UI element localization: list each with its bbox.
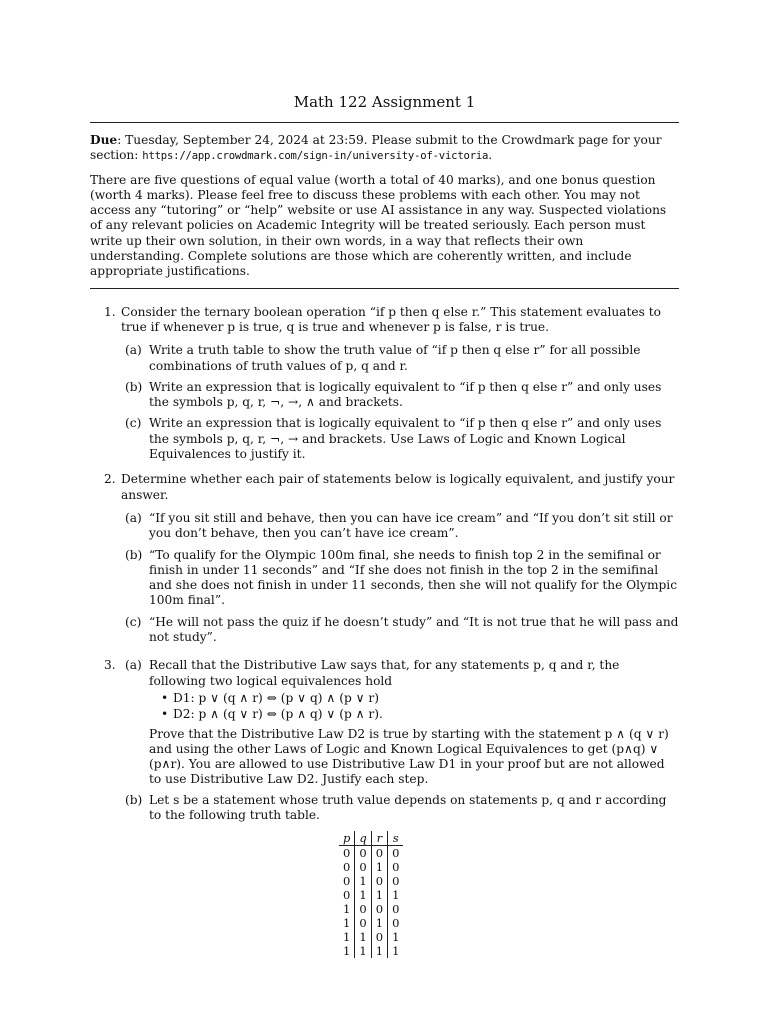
question-2-parts <box>121 511 679 645</box>
question-text: Determine whether each pair of statements below is logically equivalent, and justify your answer. <box>121 472 675 502</box>
table-cell: 1 <box>339 902 355 916</box>
assignment-info <box>90 133 679 280</box>
table-cell: 0 <box>339 860 355 874</box>
question-1 <box>90 305 679 463</box>
part-label: (a) <box>125 658 142 673</box>
table-cell: 0 <box>355 902 371 916</box>
part-text: Let s be a statement whose truth value depends on statements p, q and r according to the following truth table. <box>149 792 667 822</box>
table-cell: 1 <box>392 888 400 903</box>
truth-table-header-row <box>339 831 403 846</box>
truth-table <box>339 831 403 958</box>
table-cell: 0 <box>392 874 400 889</box>
table-cell: 1 <box>339 944 355 958</box>
part-text: “If you sit still and behave, then you can have ice cream” and “If you don’t sit still or you don’t behave, then you can’t have ice cream”. <box>149 510 673 541</box>
table-cell: 1 <box>371 916 387 930</box>
due-period: . <box>488 148 493 163</box>
truth-table-body <box>339 846 403 959</box>
table-cell: 0 <box>371 902 387 916</box>
crowdmark-link[interactable]: https://app.crowdmark.com/sign-in/university-of-victoria <box>142 150 489 163</box>
table-cell: 1 <box>371 860 387 874</box>
page-title: Math 122 Assignment 1 <box>293 93 476 111</box>
header-r: r <box>371 831 387 846</box>
table-cell: 1 <box>355 874 371 888</box>
part-2a <box>121 511 679 542</box>
table-row <box>339 846 403 861</box>
part-text: Write an expression that is logically equivalent to “if p then q else r” and only uses the symbols p, q, r, ¬, →, ∧ and brackets. <box>149 379 662 410</box>
header-q: q <box>355 831 371 846</box>
table-cell: 0 <box>339 888 355 902</box>
question-3 <box>90 658 679 958</box>
question-number: 2. <box>104 472 116 487</box>
part-text: “He will not pass the quiz if he doesn’t study” and “It is not true that he will pass and not study”. <box>149 614 679 645</box>
part-label: (c) <box>125 614 142 629</box>
due-paragraph <box>90 133 679 165</box>
table-row <box>339 888 403 902</box>
table-cell: 0 <box>355 916 371 930</box>
header-s: s <box>388 831 404 846</box>
table-row <box>339 902 403 916</box>
part-label: (b) <box>125 379 143 394</box>
top-divider <box>90 122 679 123</box>
part-1b <box>121 380 679 411</box>
table-cell: 1 <box>339 916 355 930</box>
document-page <box>90 0 679 958</box>
table-cell: 1 <box>355 944 371 958</box>
law-d2 <box>149 707 679 722</box>
table-cell: 1 <box>339 930 355 944</box>
table-cell: 1 <box>355 888 371 902</box>
intro-paragraph: There are five questions of equal value (worth a total of 40 marks), and one bonus question (worth 4 marks). Please feel free to discuss these problems with each other. You may not access any “tutoring” or “help” website or use AI assistance in any way. Suspected violations of any relevant policies on Academic Integrity will be treated seriously. Each person must write up their own solution, in their own words, in a way that reflects their own understanding. Complete solutions are those which are coherently written, and include appropriate justifications. <box>90 172 667 279</box>
table-cell: 0 <box>392 860 400 875</box>
table-cell: 0 <box>355 846 371 861</box>
table-cell: 0 <box>371 874 387 888</box>
table-cell: 1 <box>392 944 400 959</box>
question-number: 1. <box>104 304 116 319</box>
table-cell: 1 <box>392 930 400 945</box>
distributive-law-list <box>149 691 679 723</box>
table-cell: 1 <box>355 930 371 944</box>
table-cell: 1 <box>371 944 387 958</box>
part-1a <box>121 343 679 374</box>
table-row <box>339 860 403 874</box>
question-2 <box>90 472 679 645</box>
due-label: Due <box>90 133 118 147</box>
part-text: Recall that the Distributive Law says that, for any statements p, q and r, the following two logical equivalences hold <box>149 658 620 688</box>
bottom-divider <box>90 288 679 289</box>
table-row <box>339 944 403 958</box>
table-cell: 0 <box>339 846 355 861</box>
table-cell: 0 <box>339 874 355 888</box>
part-text: “To qualify for the Olympic 100m final, she needs to finish top 2 in the semifinal or finish in under 11 seconds” and “If she does not finish in the top 2 in the semifinal and she does not finish in under 11 seconds, then she will not qualify for the Olympic 100m final”. <box>149 547 678 608</box>
truth-table-wrapper <box>339 831 679 958</box>
part-label: (b) <box>125 792 143 807</box>
bullet: • <box>161 690 169 705</box>
part-1c <box>121 416 679 462</box>
table-row <box>339 874 403 888</box>
part-label: (c) <box>125 416 142 431</box>
part-label: (a) <box>125 343 142 358</box>
law-text: D1: p ∨ (q ∧ r) ⇔ (p ∨ q) ∧ (p ∨ r) <box>173 690 379 705</box>
part-2b <box>121 548 679 609</box>
table-cell: 0 <box>371 930 387 944</box>
part-text: Write a truth table to show the truth value of “if p then q else r” for all possible combinations of truth values of p, q and r. <box>149 343 641 373</box>
due-text: : Tuesday, September 24, 2024 at 23:59. Please submit to the Crowdmark page for your section: <box>90 133 662 163</box>
table-cell: 0 <box>392 846 400 861</box>
part-text-continued: Prove that the Distributive Law D2 is true by starting with the statement p ∧ (q ∨ r) and using the other Laws of Logic and Known Logical Equivalences to get (p∧q) ∨ (p∧r). You are allowed to use Distributive Law D1 in your proof but are not allowed to use Distributive Law D2. Justify each step. <box>149 726 669 787</box>
question-number: 3. <box>104 658 116 673</box>
header-p: p <box>339 831 355 846</box>
part-2c <box>121 615 679 646</box>
part-3a <box>121 658 679 787</box>
table-cell: 0 <box>355 860 371 874</box>
question-text: Consider the ternary boolean operation “if p then q else r.” This statement evaluates to true if whenever p is true, q is true and whenever p is false, r is true. <box>121 304 661 334</box>
part-text: Write an expression that is logically equivalent to “if p then q else r” and only uses the symbols p, q, r, ¬, → and brackets. Use Laws of Logic and Known Logical Equivalences to justify it. <box>149 416 662 462</box>
part-label: (a) <box>125 510 142 525</box>
table-cell: 0 <box>392 916 400 931</box>
question-1-parts <box>121 343 679 462</box>
table-row <box>339 916 403 930</box>
law-text: D2: p ∧ (q ∨ r) ⇔ (p ∧ q) ∨ (p ∧ r). <box>173 707 383 722</box>
table-cell: 0 <box>392 902 400 917</box>
law-d1 <box>149 691 679 706</box>
part-3b <box>121 793 679 824</box>
bullet: • <box>161 707 169 722</box>
part-label: (b) <box>125 547 143 562</box>
table-row <box>339 930 403 944</box>
table-cell: 1 <box>371 888 387 902</box>
table-cell: 0 <box>371 846 387 861</box>
